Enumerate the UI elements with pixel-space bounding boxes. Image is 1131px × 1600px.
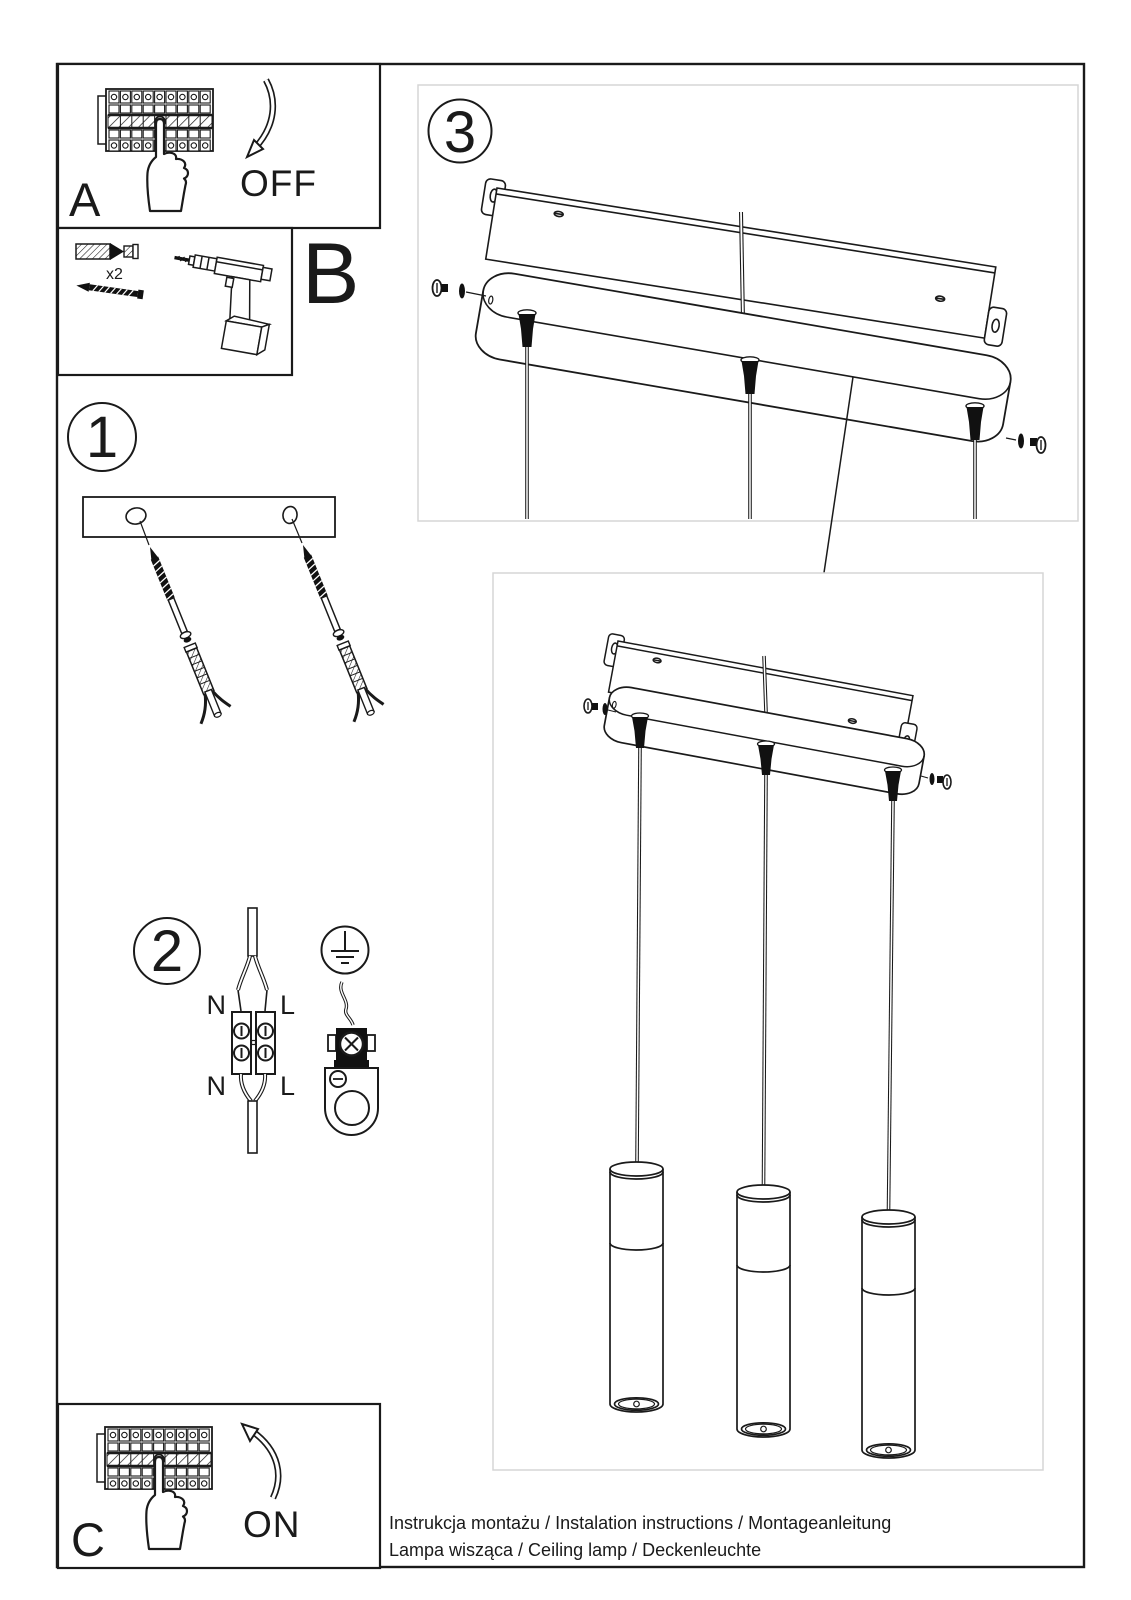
terminal-l-top-label: L xyxy=(280,990,296,1020)
on-label: ON xyxy=(243,1504,301,1545)
off-label: OFF xyxy=(240,163,317,204)
step-b-label: B xyxy=(302,226,360,322)
ground-clamp-illustration xyxy=(325,1028,378,1135)
earth-symbol-icon xyxy=(322,927,369,974)
terminal-n-bottom-label: N xyxy=(206,1071,226,1101)
caption-line-1: Instrukcja montażu / Instalation instructions / Montageanleitung xyxy=(389,1513,892,1533)
anchor-quantity-label: x2 xyxy=(106,266,123,283)
step-3-number: 3 xyxy=(443,100,477,165)
terminal-l-bottom-label: L xyxy=(280,1071,296,1101)
wall-plug-icon xyxy=(76,243,138,260)
ceiling-cable-small xyxy=(764,656,766,712)
step-a-panel xyxy=(58,64,380,228)
mounting-bracket-illustration xyxy=(83,497,335,545)
step-1-number: 1 xyxy=(85,405,119,470)
step-c-label: C xyxy=(71,1513,105,1566)
terminal-n-top-label: N xyxy=(206,990,226,1020)
ceiling-cable xyxy=(741,212,743,320)
step-2-number: 2 xyxy=(150,919,184,984)
step-a-label: A xyxy=(69,173,101,226)
step-c-panel xyxy=(58,1404,380,1568)
caption-line-2: Lampa wisząca / Ceiling lamp / Deckenleuchte xyxy=(389,1540,762,1560)
step-b-panel xyxy=(58,228,292,375)
